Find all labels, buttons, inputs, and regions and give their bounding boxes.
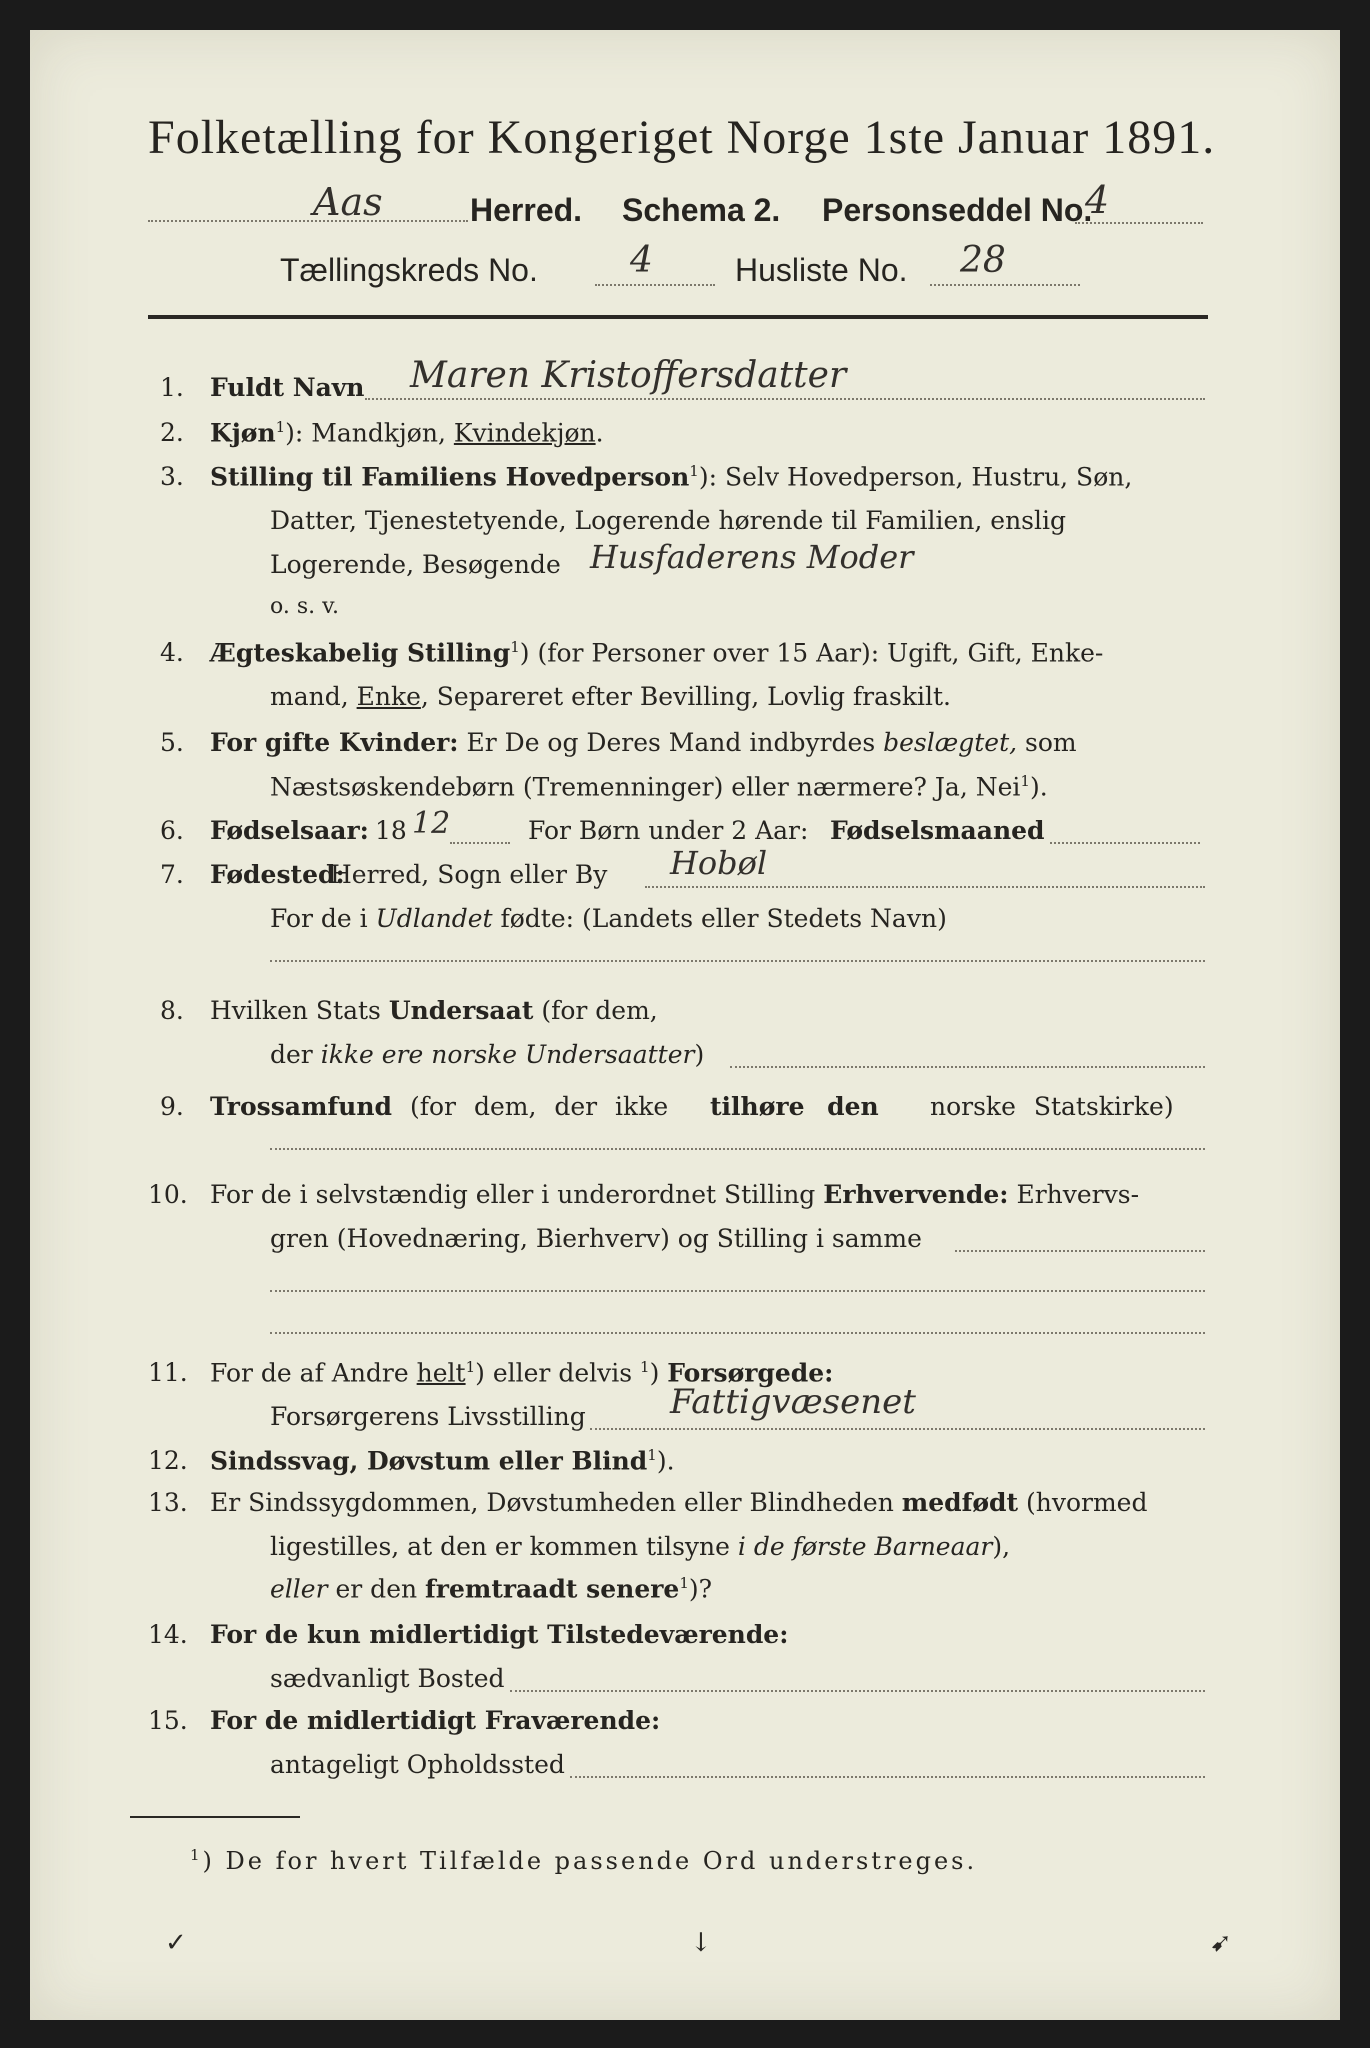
item-number: 9.	[160, 1092, 184, 1121]
husliste-dotted-line	[930, 284, 1080, 286]
q8-rest: (for dem,	[533, 996, 658, 1025]
q6-dotted-line-2	[1050, 842, 1200, 844]
item-number: 6.	[160, 816, 184, 845]
q4-line1	[210, 638, 1103, 667]
q15-line2: antageligt Opholdssted	[270, 1750, 565, 1779]
q7-line2-b: fødte: (Landets eller Stedets Navn)	[492, 904, 947, 933]
q13-line1-b: medfødt	[901, 1488, 1019, 1517]
q11-value: Fattigvæsenet	[670, 1382, 916, 1422]
registration-mark-icon: ➹	[1210, 1928, 1232, 1958]
q10-line1-c: Erhvervs-	[1008, 1180, 1140, 1209]
q7-label: Fødested:	[210, 860, 345, 889]
footnote-ref: 1	[275, 418, 286, 436]
registration-mark-icon: ✓	[165, 1928, 187, 1958]
q7-line2-a: For de i	[270, 904, 376, 933]
q15-dotted-line	[570, 1776, 1205, 1778]
q13-line3	[270, 1574, 712, 1603]
q13-line3-a: er den	[327, 1574, 426, 1604]
schema-label: Schema 2.	[622, 192, 781, 228]
q6-label: Fødselsaar:	[210, 816, 369, 845]
q10-line1-b: Erhvervende:	[823, 1180, 1009, 1209]
q8-line1	[210, 996, 658, 1025]
item-number: 7.	[160, 860, 184, 889]
q13-line2	[270, 1532, 1010, 1561]
q9-label: Trossamfund	[210, 1092, 393, 1121]
q2-underlined-option: Kvindekjøn	[453, 418, 596, 448]
q6-dotted-line	[450, 842, 510, 844]
q12-rest: ).	[656, 1446, 675, 1476]
q9-rest: (for dem, der ikke	[410, 1092, 669, 1121]
q7-rest: Herred, Sogn eller By	[330, 860, 608, 889]
q10-line2: gren (Hovednæring, Bierhverv) og Stilling i samme	[270, 1224, 922, 1253]
footnote-ref: 1	[510, 638, 520, 656]
q6-label2: Fødselsmaaned	[830, 816, 1045, 845]
q13-line1-c: (hvormed	[1018, 1488, 1148, 1517]
footnote-ref: 1	[679, 1574, 689, 1592]
q8-label-a: Hvilken Stats	[210, 996, 389, 1025]
q5-line2: Næstsøskendebørn (Tremenninger) eller nærmere? Ja, Nei$^1$).	[270, 772, 1048, 802]
q10-line1-a: For de i selvstændig eller i underordnet Stilling	[210, 1180, 824, 1209]
personseddel-value: 4	[1085, 178, 1110, 222]
q11-line2: Forsørgerens Livsstilling	[270, 1402, 586, 1431]
q3-value: Husfaderens Moder	[590, 538, 914, 576]
q1-label: Fuldt Navn	[210, 373, 365, 402]
item-number: 1.	[160, 373, 184, 402]
q8-line2	[270, 1040, 704, 1069]
q2-options-b: .	[595, 418, 604, 448]
q3-line2: Datter, Tjenestetyende, Logerende hørende til Familien, enslig	[270, 506, 1067, 535]
q3-line3: Logerende, Besøgende	[270, 550, 561, 579]
taellingskreds-label: Tællingskreds No.	[280, 252, 538, 288]
q4-line2	[270, 682, 951, 711]
header-rule	[148, 315, 1208, 319]
item-number: 8.	[160, 996, 184, 1025]
footnote-ref: 1	[1020, 772, 1030, 790]
footnote-ref: 1	[465, 1358, 476, 1376]
q2-options-a: ): Mandkjøn,	[285, 418, 454, 448]
q4-line2-a: mand,	[270, 682, 357, 711]
item-number: 14.	[148, 1620, 188, 1649]
q6-year-value: 12	[412, 806, 451, 841]
q1-dotted-line	[365, 398, 1205, 400]
q14-dotted-line	[510, 1690, 1205, 1692]
q8-line2-a: der	[270, 1040, 321, 1069]
q14-line2: sædvanligt Bosted	[270, 1664, 505, 1693]
item-number: 4.	[160, 638, 184, 667]
q8-line2-b: )	[694, 1040, 705, 1069]
q1-name-value: Maren Kristoffersdatter	[410, 355, 847, 396]
q5-line1-a: Er De og Deres Mand indbyrdes	[466, 728, 884, 757]
item-number: 15.	[148, 1706, 188, 1735]
q13-line2-b: ),	[992, 1532, 1011, 1561]
q7-dotted-line	[645, 886, 1205, 888]
taellingskreds-dotted-line	[595, 284, 715, 286]
taellingskreds-value: 4	[630, 240, 653, 281]
personseddel-label: Personseddel No.	[822, 192, 1093, 228]
q13-line2-a: ligestilles, at den er kommen tilsyne	[270, 1532, 738, 1561]
q13-line3-italic: eller	[270, 1574, 328, 1604]
q11-bold: Forsørgede:	[667, 1358, 834, 1388]
q8-line2-italic: ikke ere norske Undersaatter	[320, 1040, 695, 1069]
q6-mid: For Børn under 2 Aar:	[528, 816, 809, 845]
item-number: 3.	[160, 462, 184, 491]
q5-line1	[210, 728, 1077, 757]
footnote-ref: 1	[647, 1446, 657, 1464]
q9-rest2: norske Statskirke)	[930, 1092, 1174, 1121]
q5-line2-text: Næstsøskendebørn (Tremenninger) eller nærmere? Ja, Nei	[270, 772, 1021, 802]
form-title: Folketælling for Kongeriget Norge 1ste Januar 1891.	[148, 111, 1216, 164]
q12-line	[210, 1446, 675, 1475]
q13-line3-c: )?	[688, 1574, 713, 1604]
husliste-value: 28	[960, 240, 1006, 281]
q7-line2-italic: Udlandet	[375, 904, 493, 933]
q5-line1-italic: beslægtet,	[883, 728, 1018, 757]
q13-line1-a: Er Sindssygdommen, Døvstumheden eller Blindheden	[210, 1488, 902, 1517]
item-number: 12.	[148, 1446, 188, 1475]
herred-dotted-line	[148, 220, 468, 222]
q6-year-prefix: 18	[375, 816, 407, 845]
q7-value: Hobøl	[670, 844, 768, 882]
q4-underlined-option: Enke	[356, 682, 421, 711]
q14-label: For de kun midlertidigt Tilstedeværende:	[210, 1620, 789, 1649]
q3-label: Stilling til Familiens Hovedperson	[210, 462, 690, 492]
q11-dotted-line	[590, 1428, 1205, 1430]
item-number: 11.	[148, 1358, 188, 1387]
q11-line1-c: )	[649, 1358, 668, 1388]
q3-line1	[210, 462, 1132, 491]
q11-line1-a: For de af Andre	[210, 1358, 417, 1388]
q10-line1	[210, 1180, 1139, 1209]
footnote-ref: 1	[640, 1358, 650, 1376]
q13-line1	[210, 1488, 1147, 1517]
q11-line1-b: ) eller delvis	[475, 1358, 641, 1388]
footnote-text: ) De for hvert Tilfælde passende Ord understreges.	[202, 1847, 978, 1875]
q7-line2	[270, 904, 947, 933]
item-number: 13.	[148, 1488, 188, 1517]
herred-value: Aas	[313, 180, 383, 224]
q2-label: Kjøn	[210, 418, 276, 448]
q8-dotted-line	[730, 1066, 1205, 1068]
q10-blank-line-2	[270, 1332, 1205, 1334]
q5-label: For gifte Kvinder:	[210, 728, 459, 757]
footnote-rule	[130, 1816, 300, 1818]
q3-line4: o. s. v.	[270, 594, 339, 619]
q9-bold: tilhøre den	[710, 1092, 879, 1121]
q4-line1-rest: ) (for Personer over 15 Aar): Ugift, Gift, Enke-	[519, 638, 1104, 668]
q13-line2-italic: i de første Barneaar	[737, 1532, 993, 1561]
item-number: 2.	[160, 418, 184, 447]
q3-line1-rest: ): Selv Hovedperson, Hustru, Søn,	[698, 462, 1133, 492]
q11-underlined-option: helt	[416, 1358, 466, 1388]
q13-line3-b: fremtraadt senere	[425, 1574, 680, 1604]
q4-line2-b: , Separeret efter Bevilling, Lovlig fraskilt.	[420, 682, 951, 711]
q10-dotted-line	[955, 1250, 1205, 1252]
census-form-page	[30, 30, 1340, 2020]
q12-label: Sindssvag, Døvstum eller Blind	[210, 1446, 648, 1476]
herred-label: Herred.	[470, 192, 583, 228]
q15-label: For de midlertidigt Fraværende:	[210, 1706, 661, 1735]
q8-label-b: Undersaat	[388, 996, 534, 1025]
q9-blank-line	[270, 1148, 1205, 1150]
q10-blank-line-1	[270, 1290, 1205, 1292]
footnote	[190, 1846, 977, 1875]
personseddel-dotted-line	[1075, 222, 1203, 224]
q2-text	[210, 418, 604, 447]
item-number: 10.	[148, 1180, 188, 1209]
footnote-mark: 1	[190, 1846, 203, 1864]
registration-mark-icon: ↓	[690, 1928, 712, 1958]
husliste-label: Husliste No.	[735, 252, 908, 288]
q7-blank-line	[270, 960, 1205, 962]
footnote-ref: 1	[689, 462, 699, 480]
q5-line1-b: som	[1017, 728, 1077, 757]
q4-label: Ægteskabelig Stilling	[210, 638, 511, 668]
item-number: 5.	[160, 728, 184, 757]
